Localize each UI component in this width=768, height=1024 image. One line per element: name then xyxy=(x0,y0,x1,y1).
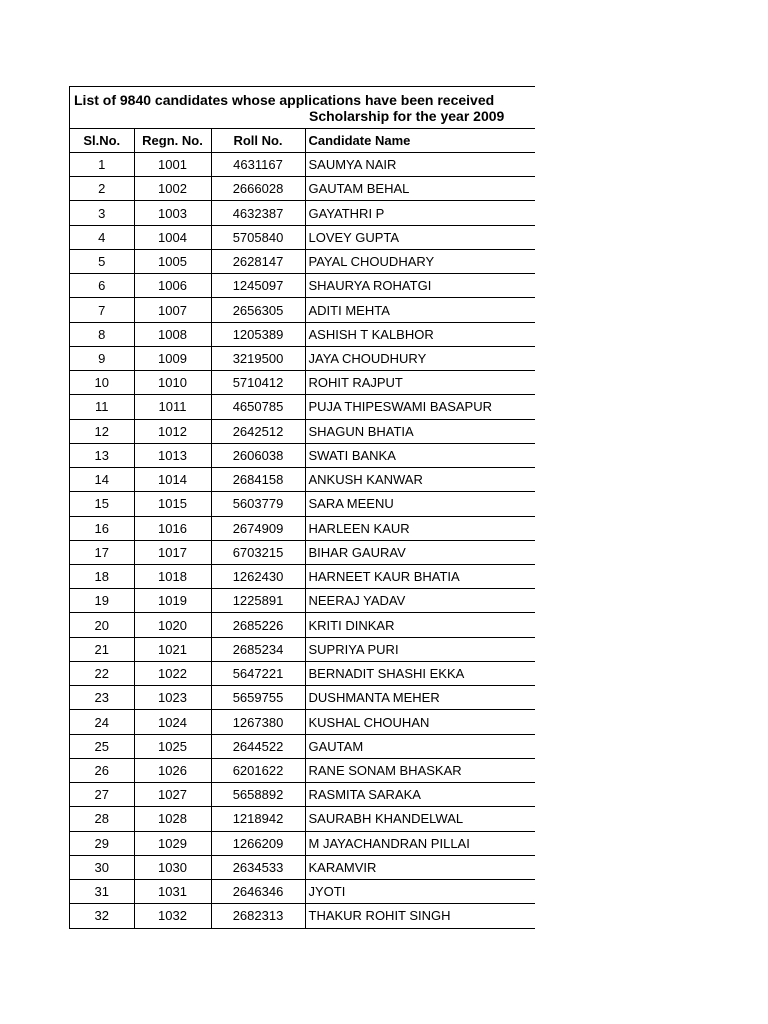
table-row xyxy=(70,540,535,564)
cell-roll-no: 2634533 xyxy=(211,855,305,879)
cell-roll-no: 2644522 xyxy=(211,734,305,758)
cell-roll-no: 2666028 xyxy=(211,177,305,201)
cell-regn-no: 1020 xyxy=(134,613,211,637)
cell-sl-no: 10 xyxy=(70,371,134,395)
cell-regn-no: 1014 xyxy=(134,468,211,492)
cell-regn-no: 1029 xyxy=(134,831,211,855)
cell-candidate-name: SHAURYA ROHATGI xyxy=(305,274,535,298)
cell-sl-no: 5 xyxy=(70,249,134,273)
table-row xyxy=(70,371,535,395)
cell-regn-no: 1018 xyxy=(134,564,211,588)
cell-roll-no: 6703215 xyxy=(211,540,305,564)
cell-sl-no: 30 xyxy=(70,855,134,879)
table-row xyxy=(70,783,535,807)
column-header-roll-no: Roll No. xyxy=(211,129,305,153)
cell-sl-no: 23 xyxy=(70,686,134,710)
table-row xyxy=(70,855,535,879)
table-row xyxy=(70,177,535,201)
cell-sl-no: 8 xyxy=(70,322,134,346)
cell-regn-no: 1001 xyxy=(134,153,211,177)
cell-roll-no: 2656305 xyxy=(211,298,305,322)
cell-sl-no: 7 xyxy=(70,298,134,322)
cell-roll-no: 4631167 xyxy=(211,153,305,177)
cell-candidate-name: GAUTAM xyxy=(305,734,535,758)
cell-roll-no: 4650785 xyxy=(211,395,305,419)
cell-roll-no: 3219500 xyxy=(211,346,305,370)
cell-candidate-name: JYOTI xyxy=(305,880,535,904)
cell-sl-no: 4 xyxy=(70,225,134,249)
cell-candidate-name: SHAGUN BHATIA xyxy=(305,419,535,443)
table-row xyxy=(70,225,535,249)
cell-candidate-name: SWATI BANKA xyxy=(305,443,535,467)
title-line-2: Scholarship for the year 2009 xyxy=(309,108,505,124)
cell-candidate-name: SARA MEENU xyxy=(305,492,535,516)
cell-regn-no: 1022 xyxy=(134,661,211,685)
table-row xyxy=(70,298,535,322)
table-row xyxy=(70,564,535,588)
cell-sl-no: 17 xyxy=(70,540,134,564)
cell-regn-no: 1016 xyxy=(134,516,211,540)
cell-roll-no: 2628147 xyxy=(211,249,305,273)
table-row xyxy=(70,468,535,492)
cell-candidate-name: BERNADIT SHASHI EKKA xyxy=(305,661,535,685)
cell-candidate-name: RASMITA SARAKA xyxy=(305,783,535,807)
cell-sl-no: 3 xyxy=(70,201,134,225)
cell-roll-no: 5710412 xyxy=(211,371,305,395)
cell-candidate-name: ASHISH T KALBHOR xyxy=(305,322,535,346)
cell-regn-no: 1026 xyxy=(134,758,211,782)
table-row xyxy=(70,904,535,928)
cell-regn-no: 1003 xyxy=(134,201,211,225)
cell-candidate-name: BIHAR GAURAV xyxy=(305,540,535,564)
cell-regn-no: 1019 xyxy=(134,589,211,613)
cell-candidate-name: HARNEET KAUR BHATIA xyxy=(305,564,535,588)
cell-sl-no: 2 xyxy=(70,177,134,201)
column-header-regn-no: Regn. No. xyxy=(134,129,211,153)
table-row xyxy=(70,249,535,273)
cell-regn-no: 1009 xyxy=(134,346,211,370)
cell-candidate-name: PUJA THIPESWAMI BASAPUR xyxy=(305,395,535,419)
cell-candidate-name: LOVEY GUPTA xyxy=(305,225,535,249)
cell-roll-no: 5647221 xyxy=(211,661,305,685)
table-row xyxy=(70,395,535,419)
cell-regn-no: 1021 xyxy=(134,637,211,661)
table-row xyxy=(70,589,535,613)
cell-regn-no: 1002 xyxy=(134,177,211,201)
cell-roll-no: 1267380 xyxy=(211,710,305,734)
cell-sl-no: 25 xyxy=(70,734,134,758)
cell-roll-no: 2674909 xyxy=(211,516,305,540)
cell-regn-no: 1027 xyxy=(134,783,211,807)
table-header-row xyxy=(70,129,535,153)
cell-sl-no: 31 xyxy=(70,880,134,904)
cell-regn-no: 1012 xyxy=(134,419,211,443)
column-header-sl-no: Sl.No. xyxy=(70,129,134,153)
cell-roll-no: 4632387 xyxy=(211,201,305,225)
cell-sl-no: 32 xyxy=(70,904,134,928)
table-row xyxy=(70,686,535,710)
cell-candidate-name: SUPRIYA PURI xyxy=(305,637,535,661)
cell-candidate-name: THAKUR ROHIT SINGH xyxy=(305,904,535,928)
table-row xyxy=(70,492,535,516)
cell-candidate-name: NEERAJ YADAV xyxy=(305,589,535,613)
cell-roll-no: 5705840 xyxy=(211,225,305,249)
table-row xyxy=(70,274,535,298)
table-row xyxy=(70,346,535,370)
table-row xyxy=(70,710,535,734)
cell-candidate-name: SAURABH KHANDELWAL xyxy=(305,807,535,831)
table-row xyxy=(70,758,535,782)
cell-roll-no: 2685234 xyxy=(211,637,305,661)
cell-sl-no: 26 xyxy=(70,758,134,782)
cell-regn-no: 1008 xyxy=(134,322,211,346)
cell-candidate-name: GAYATHRI P xyxy=(305,201,535,225)
table-row xyxy=(70,831,535,855)
column-header-candidate-name: Candidate Name xyxy=(305,129,535,153)
cell-sl-no: 19 xyxy=(70,589,134,613)
table-row xyxy=(70,419,535,443)
cell-sl-no: 12 xyxy=(70,419,134,443)
table-row xyxy=(70,322,535,346)
cell-roll-no: 2684158 xyxy=(211,468,305,492)
cell-roll-no: 2646346 xyxy=(211,880,305,904)
cell-candidate-name: HARLEEN KAUR xyxy=(305,516,535,540)
cell-regn-no: 1031 xyxy=(134,880,211,904)
cell-sl-no: 16 xyxy=(70,516,134,540)
cell-sl-no: 15 xyxy=(70,492,134,516)
cell-candidate-name: PAYAL CHOUDHARY xyxy=(305,249,535,273)
cell-sl-no: 11 xyxy=(70,395,134,419)
cell-sl-no: 6 xyxy=(70,274,134,298)
cell-candidate-name: KARAMVIR xyxy=(305,855,535,879)
table-row xyxy=(70,153,535,177)
cell-sl-no: 9 xyxy=(70,346,134,370)
cell-regn-no: 1013 xyxy=(134,443,211,467)
table-row xyxy=(70,734,535,758)
cell-roll-no: 5603779 xyxy=(211,492,305,516)
cell-regn-no: 1032 xyxy=(134,904,211,928)
cell-candidate-name: KRITI DINKAR xyxy=(305,613,535,637)
cell-roll-no: 2642512 xyxy=(211,419,305,443)
cell-sl-no: 29 xyxy=(70,831,134,855)
table-row xyxy=(70,201,535,225)
cell-candidate-name: GAUTAM BEHAL xyxy=(305,177,535,201)
cell-regn-no: 1017 xyxy=(134,540,211,564)
cell-sl-no: 21 xyxy=(70,637,134,661)
candidate-list-sheet xyxy=(69,86,535,929)
cell-roll-no: 1245097 xyxy=(211,274,305,298)
cell-candidate-name: JAYA CHOUDHURY xyxy=(305,346,535,370)
table-row xyxy=(70,516,535,540)
cell-regn-no: 1007 xyxy=(134,298,211,322)
table-row xyxy=(70,443,535,467)
cell-regn-no: 1004 xyxy=(134,225,211,249)
cell-roll-no: 1266209 xyxy=(211,831,305,855)
cell-regn-no: 1005 xyxy=(134,249,211,273)
cell-regn-no: 1011 xyxy=(134,395,211,419)
table-row xyxy=(70,807,535,831)
cell-sl-no: 27 xyxy=(70,783,134,807)
table-row xyxy=(70,880,535,904)
table-row xyxy=(70,637,535,661)
cell-sl-no: 13 xyxy=(70,443,134,467)
cell-regn-no: 1028 xyxy=(134,807,211,831)
cell-sl-no: 18 xyxy=(70,564,134,588)
cell-candidate-name: RANE SONAM BHASKAR xyxy=(305,758,535,782)
cell-roll-no: 1262430 xyxy=(211,564,305,588)
cell-sl-no: 28 xyxy=(70,807,134,831)
cell-roll-no: 2685226 xyxy=(211,613,305,637)
cell-candidate-name: ADITI MEHTA xyxy=(305,298,535,322)
cell-sl-no: 14 xyxy=(70,468,134,492)
cell-regn-no: 1023 xyxy=(134,686,211,710)
table-row xyxy=(70,661,535,685)
cell-candidate-name: SAUMYA NAIR xyxy=(305,153,535,177)
cell-sl-no: 24 xyxy=(70,710,134,734)
candidate-table xyxy=(70,129,535,929)
cell-sl-no: 1 xyxy=(70,153,134,177)
table-row xyxy=(70,613,535,637)
document-title xyxy=(70,87,535,129)
cell-regn-no: 1025 xyxy=(134,734,211,758)
cell-regn-no: 1030 xyxy=(134,855,211,879)
cell-roll-no: 2682313 xyxy=(211,904,305,928)
cell-candidate-name: ROHIT RAJPUT xyxy=(305,371,535,395)
cell-regn-no: 1024 xyxy=(134,710,211,734)
cell-roll-no: 1205389 xyxy=(211,322,305,346)
cell-candidate-name: ANKUSH KANWAR xyxy=(305,468,535,492)
cell-roll-no: 6201622 xyxy=(211,758,305,782)
cell-sl-no: 20 xyxy=(70,613,134,637)
cell-candidate-name: DUSHMANTA MEHER xyxy=(305,686,535,710)
cell-candidate-name: KUSHAL CHOUHAN xyxy=(305,710,535,734)
cell-sl-no: 22 xyxy=(70,661,134,685)
cell-roll-no: 1225891 xyxy=(211,589,305,613)
cell-candidate-name: M JAYACHANDRAN PILLAI xyxy=(305,831,535,855)
cell-roll-no: 1218942 xyxy=(211,807,305,831)
cell-regn-no: 1010 xyxy=(134,371,211,395)
cell-regn-no: 1015 xyxy=(134,492,211,516)
title-line-1: List of 9840 candidates whose applications have been received xyxy=(74,92,495,108)
cell-roll-no: 2606038 xyxy=(211,443,305,467)
cell-regn-no: 1006 xyxy=(134,274,211,298)
cell-roll-no: 5658892 xyxy=(211,783,305,807)
cell-roll-no: 5659755 xyxy=(211,686,305,710)
